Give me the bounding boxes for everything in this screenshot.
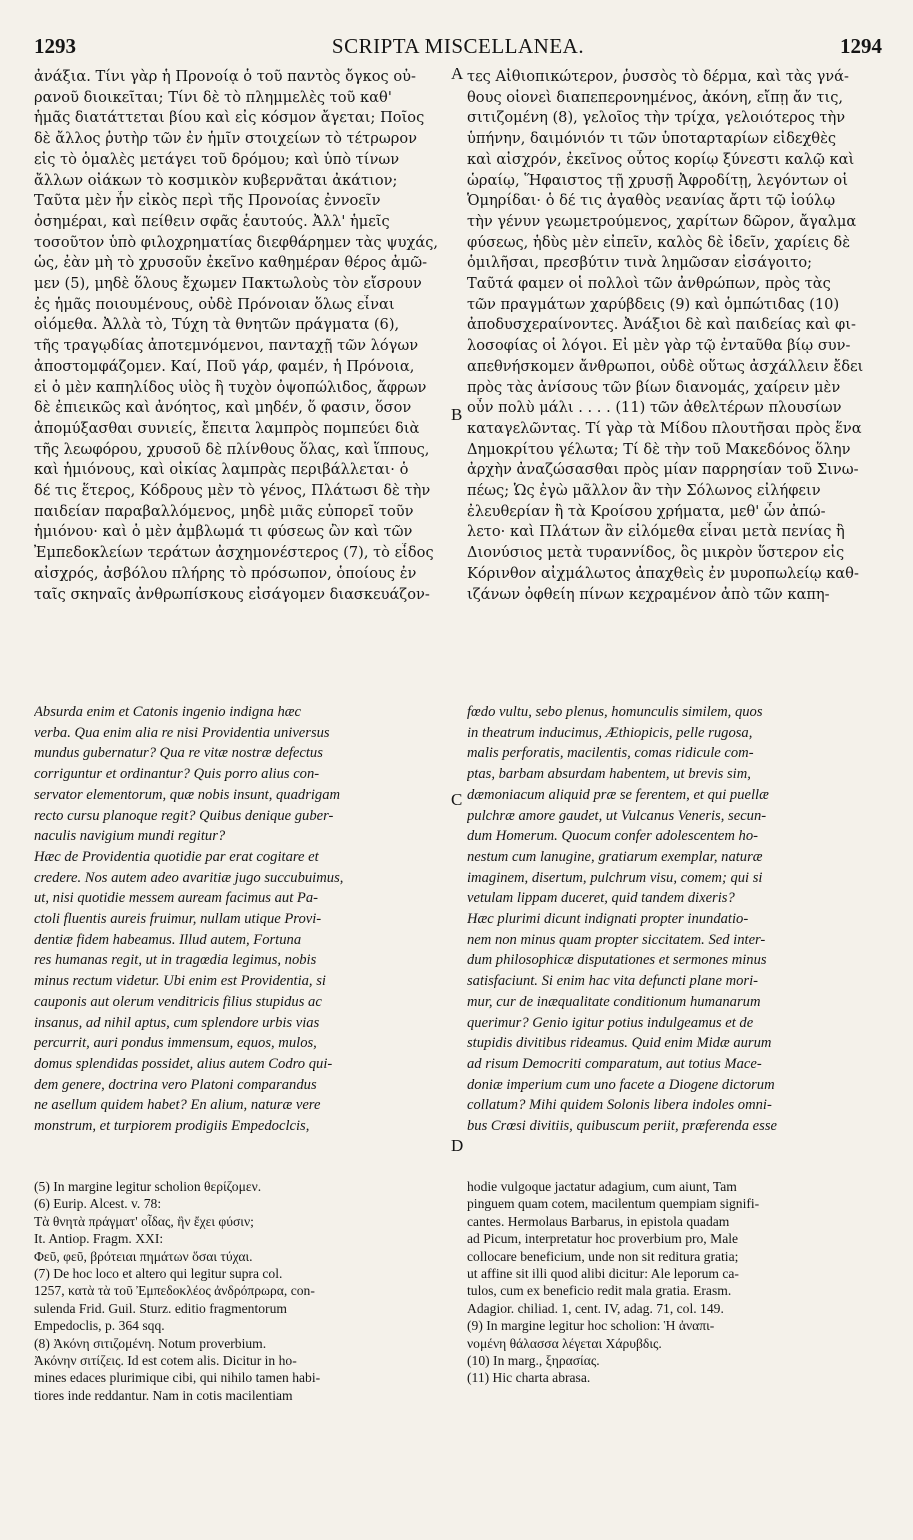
latin-text-line: querimur? Genio igitur potius indulgeamus et de [467,1014,754,1031]
latin-text-line: dum philosophicæ disputationes et sermones minus [467,952,767,969]
greek-text-line: ἐλευθερίαν ἢ τὰ Κροίσου χρήματα, μεθ' ὧν ἀπώ- [467,502,826,520]
greek-text-line: ἐς ἡμᾶς ποιουμένους, οὐδὲ Πρόνοιαν ὅλως εἶναι [34,295,395,313]
latin-text-line: ptas, barbam absurdam habentem, ut brevis sim, [467,766,751,783]
latin-text-line: res humanas regit, ut in tragœdia legimus, nobis [34,952,317,969]
latin-text-line: cauponis aut olerum venditricis filius stupidus ac [34,993,322,1010]
greek-text-line: καὶ αἰσχρόν, ἐκεῖνος οὗτος κορίῳ ξύνεστι καλῷ καὶ [467,150,855,168]
greek-text-line: ἀνάξια. Τίνι γὰρ ἡ Προνοίᾳ ὁ τοῦ παντὸς ὄγκος οὐ- [34,68,416,85]
latin-text-line: dæmoniacum aliquid præ se ferentem, et qui puellæ [467,786,769,803]
latin-text-line: verba. Qua enim alia re nisi Providentia universus [34,724,330,741]
footnote-line: sulenda Frid. Guil. Sturz. editio fragmentorum [34,1300,287,1316]
greek-text-line: δέ τις ἕτερος, Κόδρους μὲν τὸ γένος, Πλάτωσι δὲ τὴν [34,482,431,500]
latin-text-line: monstrum, et turpiorem prodigiis Empedoclcis, [34,1118,310,1135]
greek-text-line: Ὁμηρίδαι· ὁ δέ τις ἀγαθὸς νεανίας ἄρτι τῷ ἰούλῳ [467,192,836,210]
greek-text-line: ἡμιόνου· καὶ ὁ μὲν ἀμβλωμά τι φύσεως ὢν καὶ τῶν [34,523,413,541]
greek-text-line: τῶν πραγμάτων χαρύβδεις (9) καὶ ὁμπώτιδας (10) [467,295,840,313]
footnote-line: (9) In margine legitur hoc scholion: Ἡ ἀναπι- [467,1318,715,1334]
footnote-line: Φεῦ, φεῦ, βρότειαι πημάτων ὅσαι τύχαι. [34,1248,253,1264]
running-title: SCRIPTA MISCELLANEA. [331,34,585,58]
footnote-line: Ἀκόνην σιτίζεις. Id est cotem alis. Dicitur in ho- [34,1353,297,1369]
greek-text-line: μεν (5), μηδὲ ὅλους ἔχωμεν Πακτωλοὺς τὸν εἴσρουν [34,275,422,293]
latin-text-line: imaginem, disertum, pulchrum visu, comem; qui si [467,869,763,886]
footnotes-right-column [467,1178,882,1410]
greek-text-line: καὶ ἡμιόνους, καὶ οἰκίας λαμπρὰς περιβάλλεται· ὁ [34,461,409,479]
latin-text-line: doniæ imperium cum uno facete a Diogene dictorum [467,1076,775,1093]
footnote-line: (7) De hoc loco et altero qui legitur supra col. [34,1266,283,1282]
latin-text-line: stupidis divitibus rideamus. Quid enim Midæ aurum [467,1035,772,1052]
greek-text-line: θους οἱονεὶ διαπεπερονημένος, ἀκόνη, εἴπῃ ἄν τις, [467,88,844,106]
latin-text-line: dentiæ fidem habeamus. Illud autem, Fortuna [34,931,302,948]
margin-letter-c: C [451,790,463,809]
latin-text-line: ctoli fluentis aureis fruimur, nullam utique Provi- [34,911,322,928]
footnote-line: ut affine sit illi quod alibi dicitur: Ale leporum ca- [467,1266,739,1282]
greek-text-line: εἰς τὸ ὁμαλὲς μετάγει τοῦ δρόμου; καὶ ὑπὸ τίνων [34,150,400,168]
footnote-line: (8) Ἀκόνη σιτιζομένη. Notum proverbium. [34,1335,267,1351]
footnote-line: νομένη θάλασσα λέγεται Χάρυβδις. [467,1335,662,1351]
greek-text-line: Ἐμπεδοκλείων τεράτων ἀσχημονέστερος (7), τὸ εἶδος [34,544,434,562]
margin-letter-a: A [451,64,464,83]
latin-text-line: credere. Nos autem adeo avaritiæ jugo succubuimus, [34,869,344,886]
latin-text-line: fœdo vultu, sebo plenus, homunculis similem, quos [467,704,763,720]
greek-text-line: ὡραίῳ, Ἥφαιστος τῇ χρυσῇ Ἀφροδίτῃ, λεγόντων οἱ [467,171,848,189]
latin-text-line: Hæc plurimi dicunt indignati propter inundatio- [467,911,749,928]
greek-text-line: απεθνήσκομεν ἄνθρωποι, οὐδὲ οὕτως ἀσχάλλειν ἔδει [467,357,864,375]
footnote-line: tulos, cum ex beneficio redit mala gratia. Erasm. [467,1283,732,1299]
greek-text-line: ὑπήνην, δαιμόνιόν τι τῶν ὑποταρταρίων εἰδεχθὲς [467,130,837,148]
latin-text-line: dem genere, doctrina vero Platoni comparandus [34,1076,317,1093]
greek-text-line: τὴν γένυν γεωμετρούμενος, χαρίτων δῶρον, ἄγαλμα [467,212,857,230]
footnote-line: (10) In marg., ξηρασίας. [467,1353,600,1369]
greek-text-line: Ταῦτα μὲν ἦν εἰκὸς περὶ τῆς Προνοίας ἐννοεῖν [34,192,381,210]
footnote-line: 1257, κατὰ τὰ τοῦ Ἐμπεδοκλέος ἀνδρόπρωρα, con- [34,1283,315,1299]
latin-text-line: mur, cur de inæqualitate conditionum humanarum [467,993,761,1010]
latin-text-line: Hæc de Providentia quotidie par erat cogitare et [34,848,319,865]
footnote-line: ad Picum, interpretatur hoc proverbium pro, Male [467,1231,739,1247]
greek-text-line: Δημοκρίτου γέλωτα; Τί δὲ τὴν τοῦ Μακεδόνος ὅλην [467,440,851,458]
footnote-line: It. Antiop. Fragm. XXI: [34,1231,164,1247]
latin-text-line: pulchræ amore gaudet, ut Vulcanus Veneris, secun- [467,807,767,824]
footnote-line: pinguem quam cotem, macilentum quempiam signifi- [467,1196,760,1212]
latin-text-line: in theatrum inducimus, Æthiopicis, pelle rugosa, [467,724,753,741]
greek-text-line: τοσοῦτον ὑπὸ φιλοχρηματίας διεφθάρημεν τὰς ψυχάς, [34,233,439,251]
page-number-left: 1293 [34,34,76,58]
greek-text-line: Διονύσιος μετὰ τυραννίδος, ὃς μικρὸν ὕστερον εἰς [467,544,845,562]
greek-text-line: ταῖς σκηναῖς ἀνθρωπίσκους εἰσάγομεν διασκευάζον- [34,585,430,603]
greek-text-line: ὡς, ἐὰν μὴ τὸ χρυσοῦν ἐκεῖνο καθημέραν θέρος ἀμῶ- [34,254,428,272]
latin-text-line: ut, nisi quotidie messem auream facimus aut Pa- [34,890,319,907]
greek-text-line: δὲ ἐπιεικῶς καὶ ἀνόητος, καὶ μηδέν, ὅ φασιν, ὅσον [34,399,412,417]
greek-text-line: τῆς λεωφόρου, χρυσοῦ δὲ πλίνθους ὅλας, καὶ ἵππους, [34,440,430,458]
latin-text-line: satisfaciunt. Si enim hac vita defuncti plane mori- [467,973,759,990]
greek-text-line: ὁσημέραι, καὶ πείθειν σφᾶς ἑαυτούς. Ἀλλ' ἡμεῖς [34,212,390,230]
latin-text-line: bus Crœsi divitiis, quibuscum periit, præferenda esse [467,1118,777,1135]
greek-text-line: ἡμᾶς διατάττεται βίου καὶ εἰς κόσμον ἄγεται; Ποῖος [34,109,425,127]
latin-text-line: insanus, ad nihil aptus, cum splendore urbis vias [34,1014,320,1031]
greek-text-line: δὲ ἄλλος ῥυτὴρ τῶν ἐν ἡμῖν στοιχείων τὸ τέτρωρον [34,130,417,148]
footnote-line: mines edaces plurimique cibi, qui nihilo tamen habi- [34,1370,321,1386]
page-number-right: 1294 [840,34,882,58]
margin-letter-b: B [451,405,463,424]
page-header [34,34,882,68]
greek-text-line: αἰσχρός, ἀσβόλου πλήρης τὸ πρόσωπον, ὁποίους ἐν [34,564,417,582]
latin-text-line: naculis navigium mundi regitur? [34,828,226,845]
latin-translation-left-column [34,702,449,1142]
latin-text-line: vetulam lippam duceret, quid tandem dixeris? [467,890,735,907]
greek-text-line: καταγελῶντας. Τί γὰρ τὰ Μίδου πλουτῆσαι πρὸς ἕνα [467,419,862,437]
footnote-line: cantes. Hermolaus Barbarus, in epistola quadam [467,1213,730,1229]
greek-text-line: εἰ ὁ μὲν καπηλίδος υἱὸς ἢ τυχὸν ὀψοπώλιδος, ἄφρων [34,378,427,396]
latin-text-line: ad risum Democriti comparatum, aut totius Mace- [467,1055,762,1072]
footnotes-left-column [34,1178,449,1410]
latin-text-line: mundus gubernatur? Qua re vitæ nostræ defectus [34,745,323,762]
footnote-line: collocare beneficium, unde non sit reditura gratia; [467,1248,739,1264]
greek-text-line: πέως; Ὡς ἐγὼ μᾶλλον ἂν τὴν Σόλωνος εἰλήφειν [467,482,821,500]
footnote-line: Empedoclis, p. 364 sqq. [34,1318,165,1334]
latin-text-line: recto cursu planoque regit? Quibus denique guber- [34,807,334,824]
greek-text-line: ἀπομύξασθαι συνιείς, ἔπειτα λαμπρὸς πομπεύει διὰ [34,419,420,437]
footnote-line: (5) In margine legitur scholion θερίζομεν. [34,1179,262,1194]
greek-text-line: Κόρινθον αἰχμάλωτος ἀπαχθεὶς ἐν μυροπωλείῳ καθ- [467,564,859,582]
latin-text-line: collatum? Mihi quidem Solonis libera indoles omni- [467,1097,772,1114]
greek-text-line: φύσεως, ἡδὺς μὲν εἰπεῖν, καλὸς δὲ ἰδεῖν, χαρίεις δὲ [467,233,851,251]
greek-text-line: ἀρχὴν ἀναζώσασθαι πρὸς μίαν παρρησίαν τοῦ Σινω- [467,461,859,479]
greek-text-line: ἄλλων οἰάκων τὸ κοσμικὸν κυβερνᾶται ἀκάτιον; [34,171,398,189]
footnote-line: tiores inde reddantur. Nam in cotis macilentiam [34,1387,293,1403]
latin-text-line: minus rectum videtur. Ubi enim est Providentia, si [34,973,326,990]
footnote-line: hodie vulgoque jactatur adagium, cum aiunt, Tam [467,1179,737,1194]
margin-letter-d: D [451,1136,464,1155]
greek-text-line: οὖν πολὺ μάλι . . . . (11) τῶν ἀθελτέρων πλουσίων [467,399,842,417]
latin-text-line: servator elementorum, quæ nobis insunt, quadrigam [34,786,341,803]
latin-text-line: percurrit, auri pondus immensum, equos, mulos, [34,1035,317,1052]
latin-text-line: ne asellum quidem habet? En alium, naturæ vere [34,1097,321,1114]
footnote-line: (11) Hic charta abrasa. [467,1370,591,1386]
greek-text-line: οἰόμεθα. Ἀλλὰ τὸ, Τύχη τὰ θνητῶν πράγματα (6), [34,316,400,334]
latin-text-line: malis perforatis, macilentis, comas ridicule com- [467,745,754,762]
greek-text-line: λοσοφίας οἱ λόγοι. Εἰ μὲν γὰρ τῷ ἐνταῦθα βίῳ συν- [467,337,851,355]
greek-text-line: παιδείαν παραβαλλόμενος, μηδὲ μιᾶς εὐπορεῖ τοῦν [34,502,414,520]
greek-text-line: λετο· καὶ Πλάτων ἂν εἱλόμεθα εἶναι μετὰ πενίας ἢ [467,523,845,541]
greek-text-line: σιτιζομένη (8), γελοῖος τὴν τρίχα, γελοιότερος τὴν [467,109,846,127]
footnote-line: Adagior. chiliad. 1, cent. IV, adag. 71, col. 149. [467,1300,724,1316]
footnote-line: (6) Eurip. Alcest. v. 78: [34,1196,162,1212]
latin-text-line: domus splendidas possidet, alius autem Codro qui- [34,1055,333,1072]
greek-text-line: ὁμιλῆσαι, πρεσβύτιν τινὰ λημῶσαν εἰσάγοιτο; [467,254,813,272]
latin-text-line: Absurda enim et Catonis ingenio indigna hæc [34,704,301,720]
greek-text-line: ἀποδυσχεραίνοντες. Ἀνάξιοι δὲ καὶ παιδείας καὶ φι- [467,316,856,334]
greek-text-right-column [467,67,882,612]
latin-translation-right-column [467,702,882,1142]
greek-text-left-column [34,67,449,612]
greek-text-line: πρὸς τὰς ἀνίσους τῶν βίων διανομάς, χαίρειν μὲν [467,378,841,396]
latin-text-line: nem non minus quam propter siccitatem. Sed inter- [467,931,766,948]
latin-text-line: dum Homerum. Quocum confer adolescentem ho- [467,828,758,845]
footnote-line: Τὰ θνητὰ πράγματ' οἶδας, ἣν ἔχει φύσιν; [34,1213,254,1229]
latin-text-line: corriguntur et ordinantur? Quis porro alius con- [34,766,320,783]
greek-text-line: τῆς τραγῳδίας ἀποτεμνόμενοι, πανταχῇ τῶν λόγων [34,337,419,355]
greek-text-line: Ταῦτά φαμεν οἱ πολλοὶ τῶν ἀνθρώπων, πρὸς τὰς [467,275,831,293]
greek-text-line: ἀποστομφάζομεν. Καί, Ποῦ γάρ, φαμέν, ἡ Πρόνοια, [34,357,415,375]
greek-text-line: ρανοῦ διοικεῖται; Τίνι δὲ τὸ πλημμελὲς τοῦ καθ' [34,88,392,106]
greek-text-line: τες Αἰθιοπικώτερον, ῥυσσὸς τὸ δέρμα, καὶ τὰς γνά- [467,68,849,85]
greek-text-line: ιζάνων ὀφθείη πίνων κεχραμένον ἀπὸ τῶν καπη- [467,585,830,603]
latin-text-line: nestum cum lanugine, gratiarum exemplar, naturæ [467,848,763,865]
